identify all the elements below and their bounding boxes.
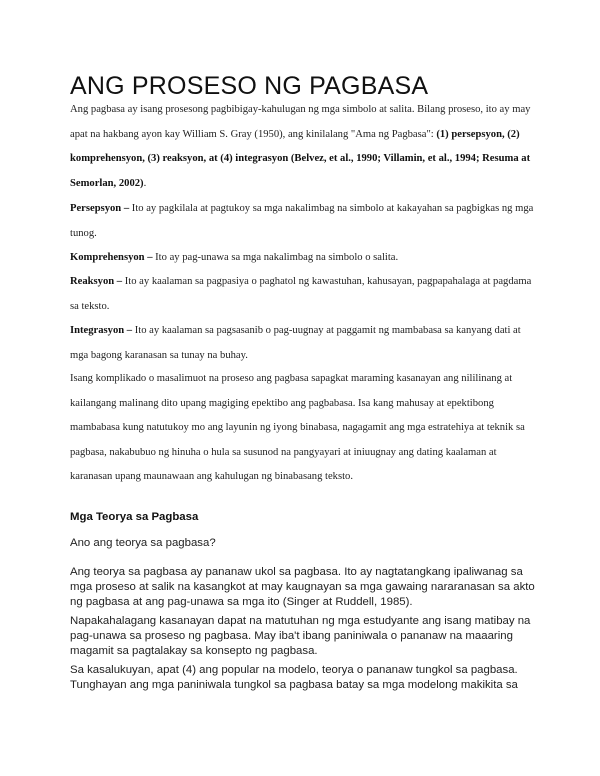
intro-paragraph	[70, 98, 540, 196]
intro-steps: (1) persepsyon, (2) komprehensyon, (3) reaksyon, at (4) integrasyon (Belvez, et al., 1990; Villamin, et al., 1994; Resuma at Semorlan, 2002)	[70, 128, 531, 189]
section-heading: Mga Teorya sa Pagbasa	[70, 511, 199, 523]
definition-dash: –	[114, 276, 125, 287]
definition-term: Persepsyon	[70, 203, 122, 214]
definition-persepsyon	[70, 197, 540, 246]
definition-term: Integrasyon	[70, 325, 125, 336]
definition-text: Ito ay kaalaman sa pagsasanib o pag-uugnay at paggamit ng mambabasa sa kanyang dati at mga bagong karanasan sa tunay na buhay.	[70, 325, 521, 361]
definition-reaksyon	[70, 270, 540, 319]
definition-dash: –	[121, 203, 132, 214]
intro-text: Ang pagbasa ay isang prosesong pagbibigay-kahulugan ng mga simbolo at salita. Bilang proseso, ito ay may apat na hakbang ayon kay William S. Gray (1950), ang kinilalang "Ama ng Pagbasa":	[70, 104, 531, 140]
definition-text: Ito ay pag-unawa sa mga nakalimbag na simbolo o salita.	[155, 252, 399, 263]
section-paragraph-1: Ang teorya sa pagbasa ay pananaw ukol sa pagbasa. Ito ay nagtatangkang ipaliwanag sa mga proseso at salik na kasangkot at may kaugnayan sa mga gawaing nararanasan sa akto ng pagbasa at ang pag-unawa sa mga ito (Singer at Ruddell, 1985).	[70, 566, 535, 608]
definition-text: Ito ay kaalaman sa pagpasiya o paghatol ng kawastuhan, kahusayan, pagpapahalaga at pagdama sa teksto.	[70, 276, 532, 312]
closing-paragraph: Isang komplikado o masalimuot na proseso ang pagbasa sapagkat maraming kasanayan ang nililinang at kailangang malinang dito upang magiging epektibo ang pagbabasa. Isa kang mahusay at epektibong mambabasa kung natutukoy mo ang layunin ng iyong binabasa, nagagamit ang mga estratehiya at teknik sa pagbasa, nakabubuo ng hinuha o hula sa susunod na pangyayari at iniuugnay ang dating kaalaman at karanasan upang maunawaan ang kahulugan ng binabasang teksto.	[70, 373, 525, 482]
intro-end: .	[143, 177, 147, 189]
definition-dash: –	[144, 252, 156, 263]
section-paragraph-2: Napakahalagang kasanayan dapat na matutuhan ng mga estudyante ang isang matibay na pag-unawa sa proseso ng pagbasa. May iba't ibang paniniwala o pananaw na maaaring magamit sa pagtalakay sa konsepto ng pagbasa.	[70, 615, 531, 657]
definition-term: Reaksyon	[70, 276, 115, 287]
section-paragraph-3: Sa kasalukuyan, apat (4) ang popular na modelo, teorya o pananaw tungkol sa pagbasa. Tunghayan ang mga paniniwala tungkol sa pagbasa batay sa mga modelong makikita sa	[70, 664, 518, 691]
definition-text: Ito ay pagkilala at pagtukoy sa mga nakalimbag na simbolo at kakayahan sa pagbigkas ng mga tunog.	[70, 203, 534, 239]
definition-dash: –	[124, 325, 135, 336]
definition-integrasyon	[70, 319, 540, 368]
definition-term: Komprehensyon	[70, 252, 145, 263]
page-title: ANG PROSESO NG PAGBASA	[70, 72, 429, 100]
section-question: Ano ang teorya sa pagbasa?	[70, 537, 216, 549]
definition-komprehensyon	[70, 246, 540, 271]
